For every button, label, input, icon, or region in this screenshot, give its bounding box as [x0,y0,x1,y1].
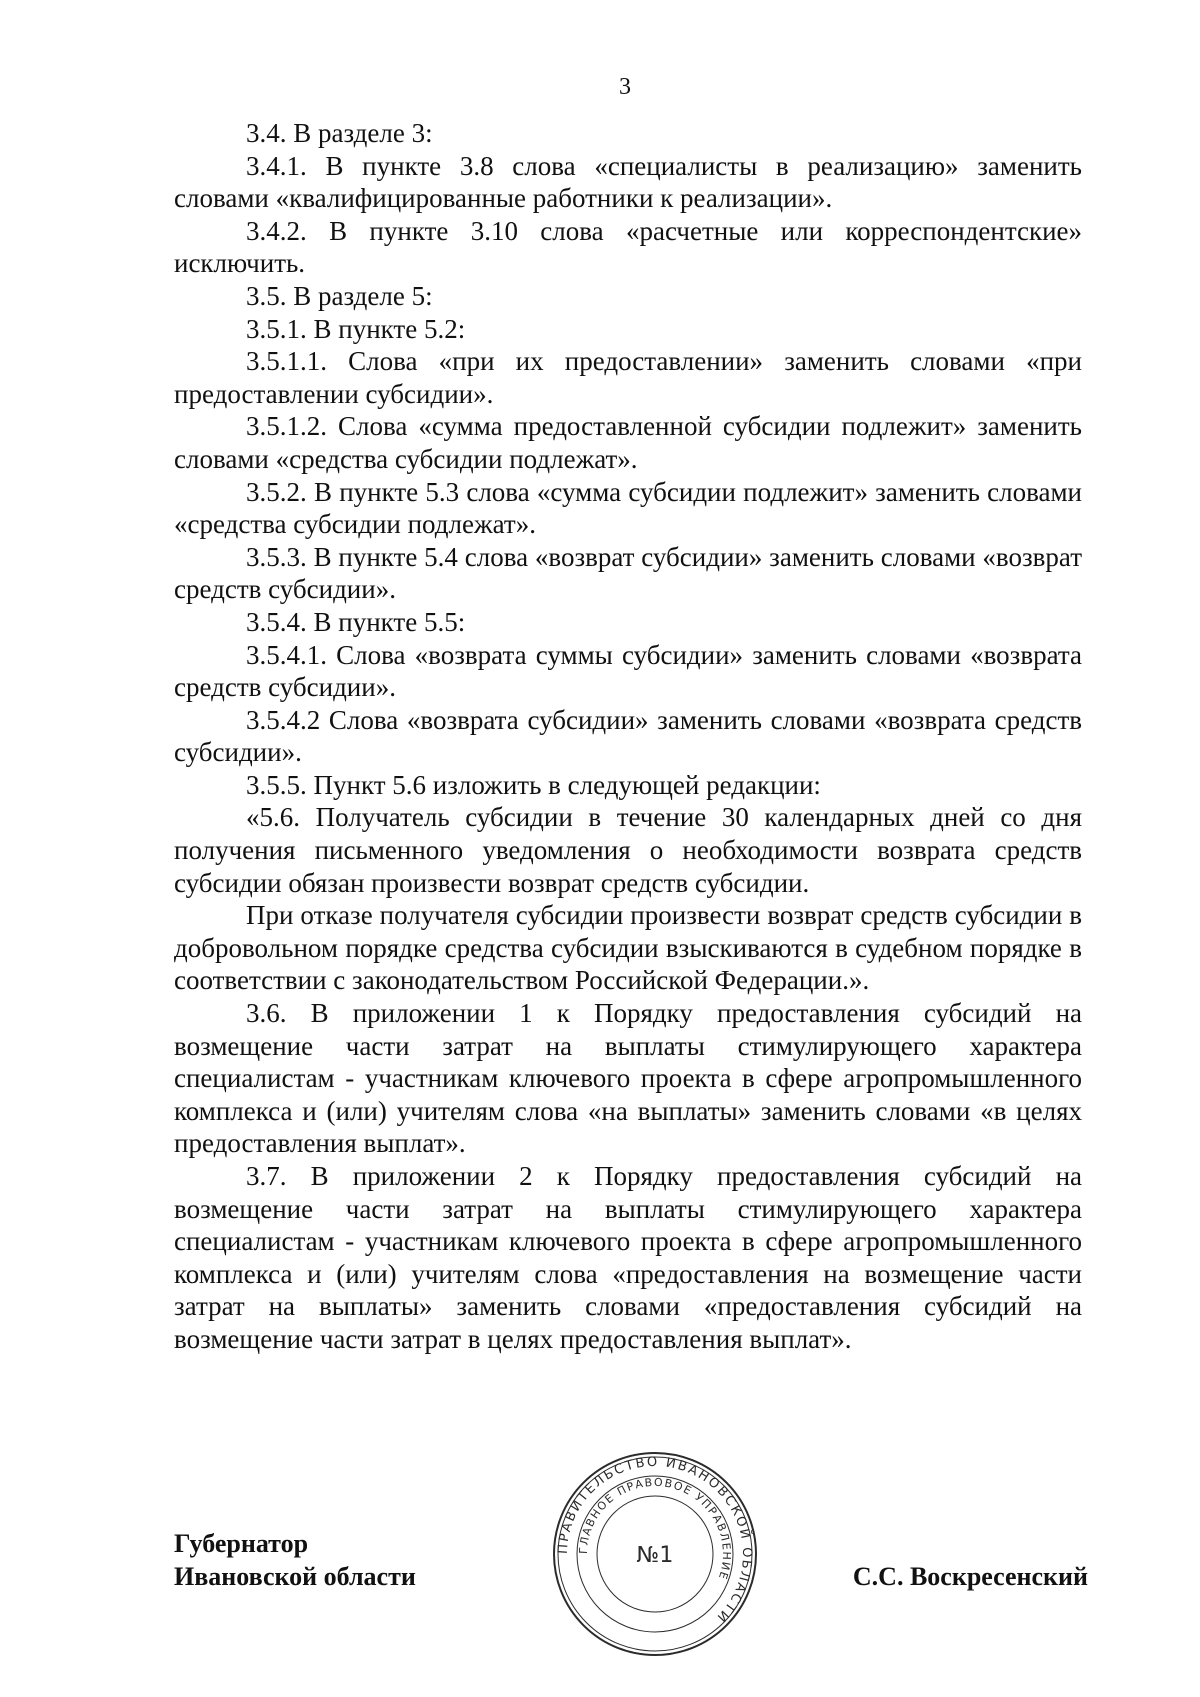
paragraph: 3.5.1. В пункте 5.2: [246,313,466,344]
paragraph: При отказе получателя субсидии произвести возврат средств субсидии в добровольном порядке средства субсидии взыскиваются в судебном порядке в соответствии с законодательством Российской Федерации.». [174,900,1082,996]
page-number: 3 [619,74,631,100]
paragraph: 3.6. В приложении 1 к Порядку предоставления субсидий на возмещение части затрат на выплаты стимулирующего характера специалистам - участникам ключевого проекта в сфере агропромышленного комплекса и (или) учителям слова «на выплаты» заменить словами «в целях предоставления выплат». [174,998,1082,1159]
paragraph: 3.5. В разделе 5: [246,280,433,311]
paragraph: 3.4. В разделе 3: [246,118,433,148]
official-seal [551,1450,759,1658]
signature-title-line1: Губернатор [174,1529,309,1558]
paragraph: 3.5.1.1. Слова «при их предоставлении» заменить словами «при предоставлении субсидии». [174,346,1082,409]
document-body [174,117,1082,1356]
signer-name: С.С. Воскресенский [852,1562,1088,1591]
paragraph: 3.5.4.1. Слова «возврата суммы субсидии» заменить словами «возврата средств субсидии». [174,639,1082,703]
signature-title [174,1527,416,1593]
paragraph: «5.6. Получатель субсидии в течение 30 календарных дней со дня получения письменного уведомления о необходимости возврата средств субсидии обязан произвести возврат средств субсидии. [174,802,1082,898]
svg-text:ПРАВИТЕЛЬСТВО ИВАНОВСКОЙ ОБЛАС: ПРАВИТЕЛЬСТВО ИВАНОВСКОЙ ОБЛАСТИ [555,1454,755,1626]
paragraph: 3.4.2. В пункте 3.10 слова «расчетные или корреспондентские» исключить. [174,215,1082,279]
paragraph: 3.5.2. В пункте 5.3 слова «сумма субсидии подлежит» заменить словами «средства субсидии подлежат». [174,476,1082,540]
svg-text:№1: №1 [636,1543,674,1568]
paragraph: 3.5.4. В пункте 5.5: [246,606,466,637]
paragraph: 3.7. В приложении 2 к Порядку предоставления субсидий на возмещение части затрат на выплаты стимулирующего характера специалистам - участникам ключевого проекта в сфере агропромышленного комплекса и (или) учителям слова «предоставления на возмещение части затрат на выплаты» заменить словами «предоставления субсидий на возмещение части затрат в целях предоставления выплат». [174,1161,1082,1354]
paragraph: 3.5.1.2. Слова «сумма предоставленной субсидии подлежит» заменить словами «средства субсидии подлежат». [174,411,1082,474]
seal-stamp-image [551,1450,759,1658]
paragraph: 3.5.4.2 Слова «возврата субсидии» заменить словами «возврата средств субсидии». [174,704,1082,768]
paragraph: 3.4.1. В пункте 3.8 слова «специалисты в реализацию» заменить словами «квалифицированные работники к реализации». [174,150,1082,214]
paragraph: 3.5.5. Пункт 5.6 изложить в следующей редакции: [246,769,821,800]
signature-title-line2: Ивановской области [174,1562,416,1591]
paragraph: 3.5.3. В пункте 5.4 слова «возврат субсидии» заменить словами «возврат средств субсидии». [174,541,1082,605]
svg-text:ГЛАВНОЕ ПРАВОВОЕ УПРАВЛЕНИЕ: ГЛАВНОЕ ПРАВОВОЕ УПРАВЛЕНИЕ [576,1475,734,1582]
